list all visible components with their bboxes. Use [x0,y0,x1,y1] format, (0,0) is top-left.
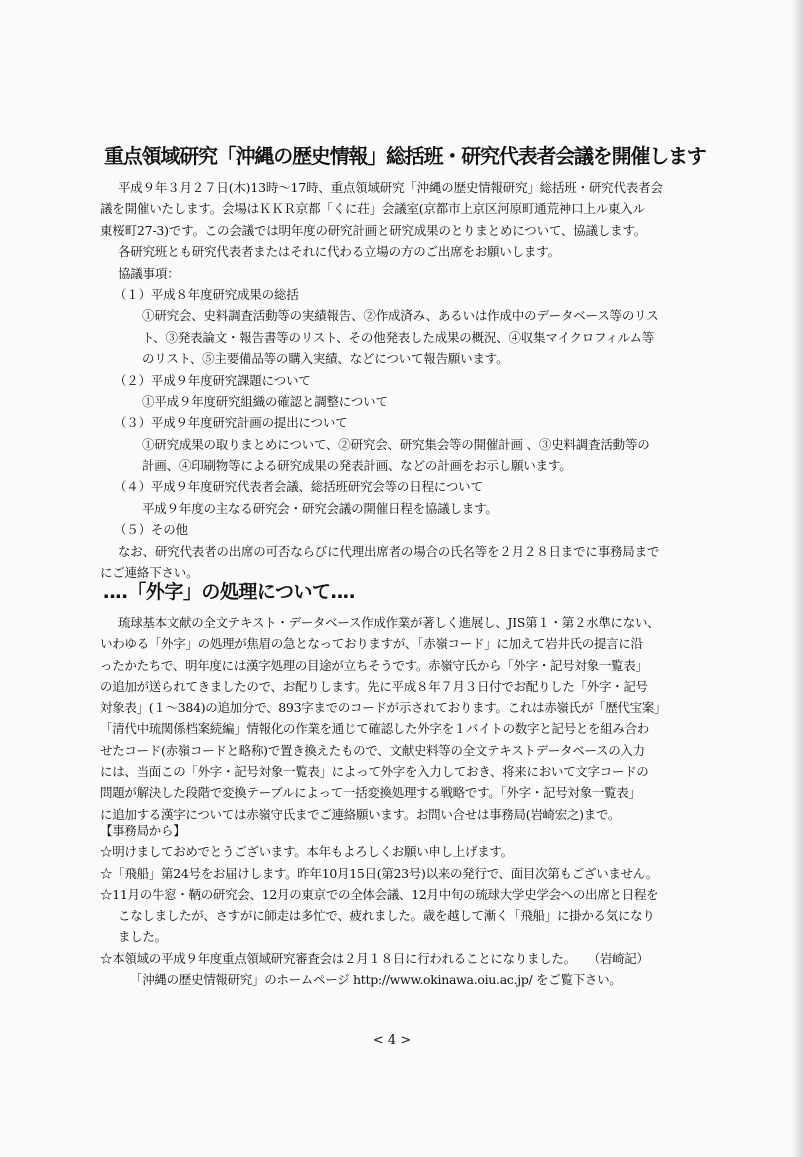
paragraph-line: 東桜町27-3)です。この会議では明年度の研究計画と研究成果のとりまとめについて、協議します。 [100,222,647,238]
section-meeting-body [100,177,720,583]
heading-gaiji: ‥‥「外字」の処理について‥‥ [103,581,355,603]
agenda-detail: ①平成９年度研究組織の確認と調整について [142,393,388,409]
agenda-item-4: （４）平成９年度研究代表者会議、総括班研究会等の日程について [114,479,483,495]
agenda-detail: ①研究会、史料調査活動等の実績報告、②作成済み、あるいは作成中のデータベース等のリス [142,308,659,324]
agenda-label: 協議事項： [118,265,180,281]
paragraph-line: 「清代中琉関係档案続編」情報化の作業を通じて確認した外字を１バイトの数字と記号とを組み合わ [100,721,650,737]
paragraph-line: いわゆる「外字」の処理が焦眉の急となっておりますが、「赤嶺コード」に加えて岩井氏の提言に沿 [100,636,643,652]
heading-meeting: 重点領域研究「沖縄の歴史情報」総括班・研究代表者会議を開催します [104,144,706,168]
page-number: < 4 > [372,1033,412,1048]
paragraph-line: の追加が送られてきましたので、お配りします。先に平成８年７月３日付でお配りした「外字・記号 [100,678,648,694]
agenda-detail: 計画、④印刷物等による研究成果の発表計画、などの計画をお示し願います。 [142,458,572,474]
agenda-item-3: （３）平成９年度研究計画の提出について [114,415,348,431]
paragraph-line: 議を開催いたします。会場はＫＫＲ京都「くに荘」会議室(京都市上京区河原町通荒神口上ル東入ル [100,201,645,217]
agenda-item-5: （５）その他 [114,522,188,538]
section-office-notes [100,820,720,990]
paragraph-line: 各研究班とも研究代表者またはそれに代わる立場の方のご出席をお願いします。 [118,244,560,260]
agenda-detail: ト、③発表論文・報告書等のリスト、その他発表した成果の概況、④収集マイクロフィルム等 [142,329,655,345]
homepage-line: 「沖縄の歴史情報研究」のホームページ http://www.okinawa.oiu.ac.jp/ をご覧下さい。 [130,972,622,988]
agenda-detail: ①研究成果の取りまとめについて、②研究会、研究集会等の開催計画 、③史料調査活動等の [142,436,650,452]
paragraph-line: せたコード(赤嶺コードと略称)で置き換えたもので、文献史料等の全文テキストデータベースの入力 [100,742,645,758]
paragraph-line: には、当面この「外字・記号対象一覧表」によって外字を入力しておき、将来において文字コードの [100,764,649,780]
scan-edge-shadow [792,0,804,1157]
note-line: ☆明けましておめでとうございます。本年もよろしくお願い申し上げます。 [100,844,513,860]
paragraph-line: なお、研究代表者の出席の可否ならびに代理出席者の場合の氏名等を２月２８日までに事務局まで [118,543,660,559]
paragraph-line: にご連絡下さい。 [100,565,199,581]
note-line: ☆「飛船」第24号をお届けします。昨年10月15日(第23号)以来の発行で、面目次第もございません。 [100,865,658,881]
agenda-item-2: （２）平成９年度研究課題について [114,372,311,388]
paragraph-line: に追加する漢字については赤嶺守氏までご連絡願います。お問い合せは事務局(岩崎宏之)まで。 [100,806,621,822]
paragraph-line: 平成９年３月２７日(木)13時〜17時、重点領域研究「沖縄の歴史情報研究」総括班・研究代表者会 [118,180,663,195]
note-line: ☆本領域の平成９年度重点領域研究審査会は２月１８日に行われることになりました。 （岩崎記） [100,950,649,966]
note-line: こなしましたが、さすがに師走は多忙で、疲れました。歳を越して漸く「飛船」に掛かる気になり [118,908,655,924]
note-line: ☆11月の牛窓・鞆の研究会、12月の東京での全体会議、12月中旬の琉球大学史学会への出席と日程を [100,886,659,902]
paragraph-line: ったかたちで、明年度には漢字処理の目途が立ちそうです。赤嶺守氏から「外字・記号対象一覧表」 [100,657,648,673]
note-line: ました。 [118,929,167,945]
office-heading: 【事務局から】 [100,823,186,838]
paragraph-line: 対象表」(１〜384)の追加分で、893字までのコードが示されております。これは赤嶺氏が「歴代宝案」 [100,700,667,716]
agenda-item-1: （１）平成８年度研究成果の総括 [114,286,299,302]
section-gaiji-body [100,612,720,825]
agenda-detail: 平成９年度の主なる研究会・研究会議の開催日程を協議します。 [142,500,498,516]
agenda-detail: のリスト、⑤主要備品等の購入実績、などについて報告願います。 [142,351,509,367]
paragraph-line: 問題が解決した段階で変換テーブルによって一括変換処理する戦略です。「外字・記号対象一覧表」 [100,785,641,801]
paragraph-line: 琉球基本文献の全文テキスト・データベース作成作業が著しく進展し、JIS第１・第２水準にない、 [118,615,660,630]
